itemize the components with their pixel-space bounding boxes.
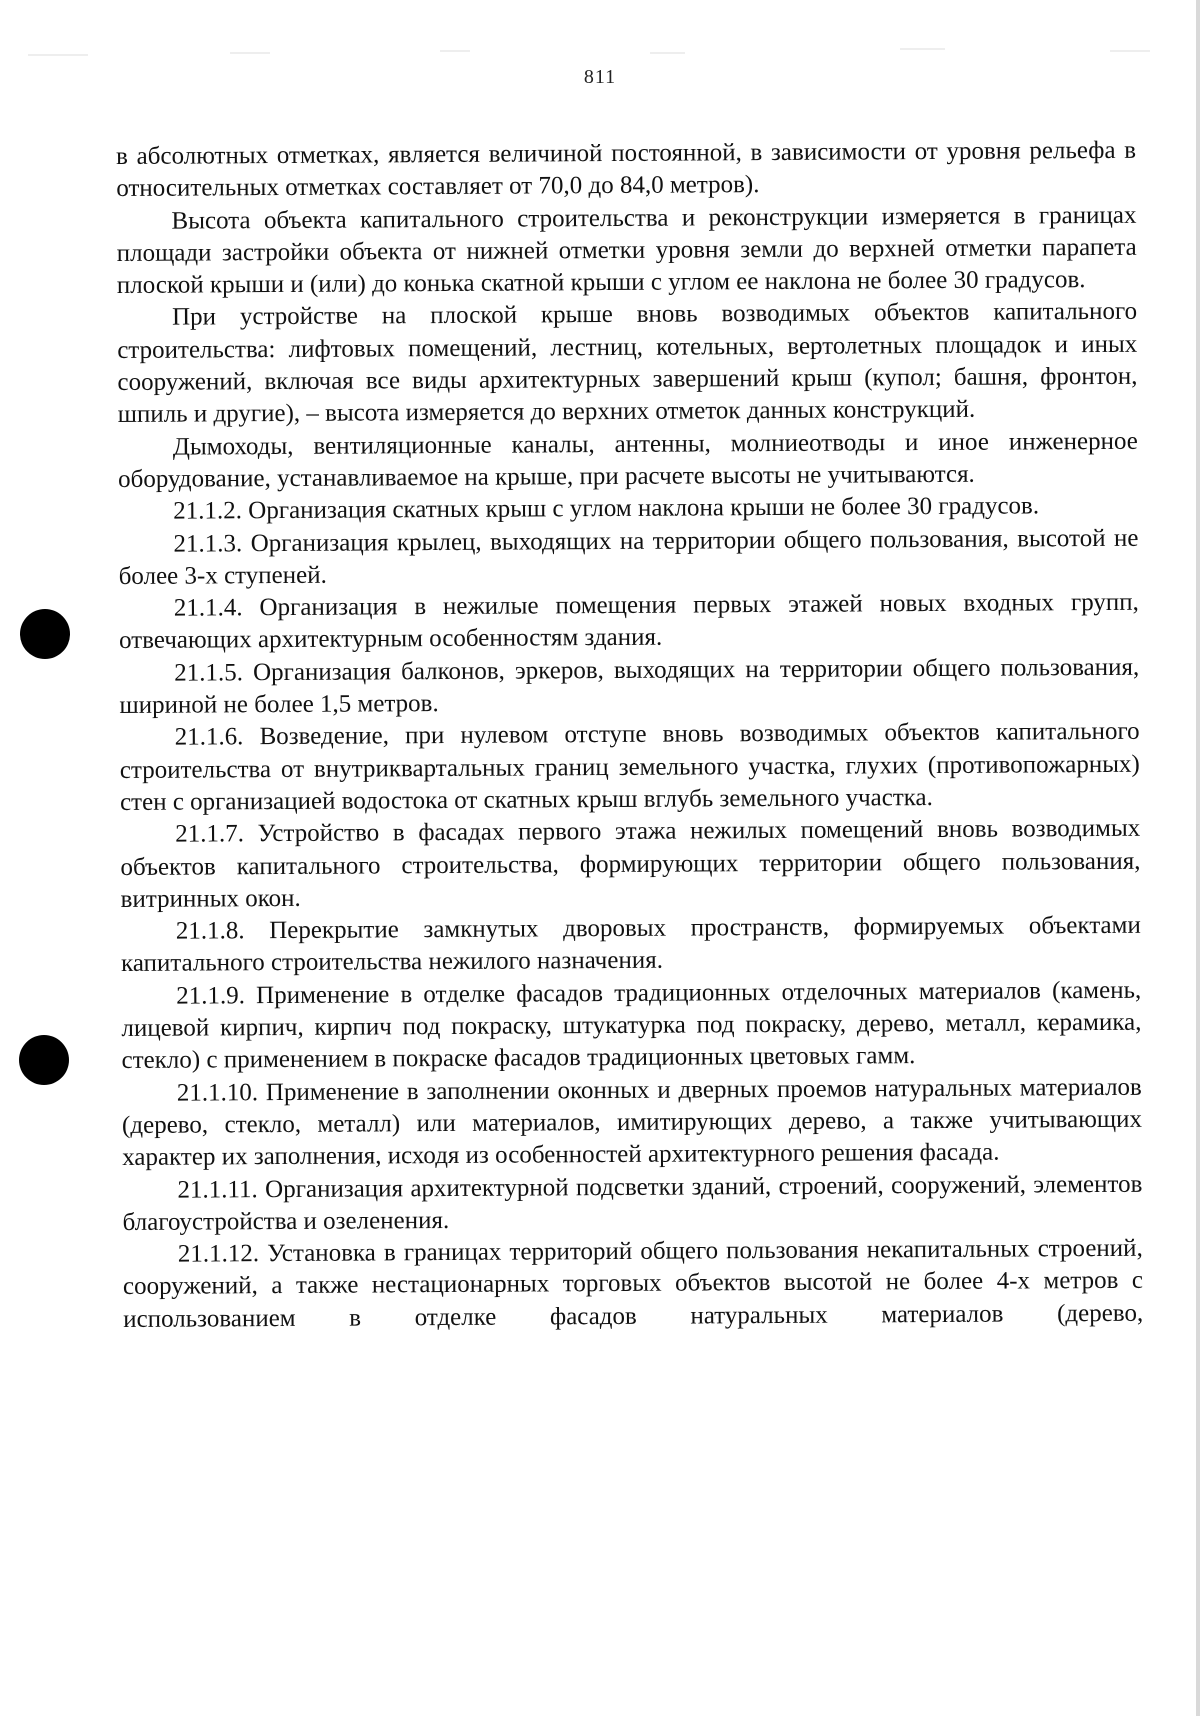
paragraph: 21.1.10. Применение в заполнении оконных и дверных проемов натуральных материалов (дерево, стекло, металл) или материалов, имитирующих дерево, а также учитывающих характер их заполнения, исходя из особенностей архитектурного решения фасада. [121, 1073, 1143, 1172]
paragraph: 21.1.2. Организация скатных крыш с углом наклона крыши не более 30 градусов. [173, 492, 1040, 525]
scan-edge [1196, 0, 1200, 1716]
scan-artifact [230, 52, 270, 54]
paragraph: Дымоходы, вентиляционные каналы, антенны, молниеотводы и иное инженерное оборудование, устанавливаемое на крыше, при расчете высоты не учитываются. [117, 427, 1138, 493]
paragraph: 21.1.9. Применение в отделке фасадов традиционных отделочных материалов (камень, лицевой кирпич, кирпич под покраску, штукатурка под покраску, дерево, металл, керамика, стекло) с применением в покраске фасадов традиционных цветовых гамм. [121, 976, 1142, 1075]
paragraph: 21.1.4. Организация в нежилые помещения первых этажей новых входных групп, отвечающих архитектурным особенностям здания. [118, 588, 1139, 655]
paragraph: в абсолютных отметках, является величиной постоянной, в зависимости от уровня рельефа в относительных отметках составляет от 70,0 до 84,0 метров). [116, 136, 1137, 203]
page-number: 811 [583, 66, 617, 88]
punch-hole [19, 1035, 69, 1085]
paragraph: Высота объекта капитального строительства и реконструкции измеряется в границах площади застройки объекта от нижней отметки уровня земли до верхней отметки парапета плоской крыши и (или) до конька скатной крыши с углом ее наклона не более 30 градусов. [116, 201, 1137, 300]
paragraph: 21.1.8. Перекрытие замкнутых дворовых пространств, формируемых объектами капитального строительства нежилого назначения. [120, 911, 1141, 978]
scan-artifact [1110, 50, 1150, 52]
body-text [116, 135, 1143, 1336]
scan-artifact [440, 50, 470, 52]
paragraph: 21.1.6. Возведение, при нулевом отступе вновь возводимых объектов капитального строительства от внутриквартальных границ земельного участка, глухих (противопожарных) стен с организацией водостока от скатных крыш вглубь земельного участка. [119, 718, 1140, 816]
punch-hole [20, 609, 70, 659]
scan-artifact [650, 52, 685, 54]
paragraph: При устройстве на плоской крыше вновь возводимых объектов капитального строительства: лифтовых помещений, лестниц, котельных, вертолетных площадок и иных сооружений, включая все виды архитектурных завершений крыш (купол; башня, фронтон, шпиль и другие), – высота измеряется до верхних отметок данных конструкций. [117, 298, 1138, 429]
paragraph: 21.1.11. Организация архитектурной подсветки зданий, строений, сооружений, элементов благоустройства и озеленения. [122, 1170, 1143, 1236]
paragraph: 21.1.12. Установка в границах территорий общего пользования некапитальных строений, сооружений, а также нестационарных торговых объектов высотой не более 4-х метров с использованием в отделке фасадов натуральных материалов (дерево, [122, 1234, 1144, 1333]
paragraph: 21.1.3. Организация крылец, выходящих на территории общего пользования, высотой не более 3-х ступеней. [118, 524, 1139, 590]
paragraph: 21.1.5. Организация балконов, эркеров, выходящих на территории общего пользования, шириной не более 1,5 метров. [119, 653, 1140, 720]
paragraph: 21.1.7. Устройство в фасадах первого этажа нежилых помещений вновь возводимых объектов капитального строительства, формирующих территории общего пользования, витринных окон. [120, 814, 1141, 913]
scan-artifact [900, 48, 945, 50]
scan-artifact [28, 54, 88, 56]
